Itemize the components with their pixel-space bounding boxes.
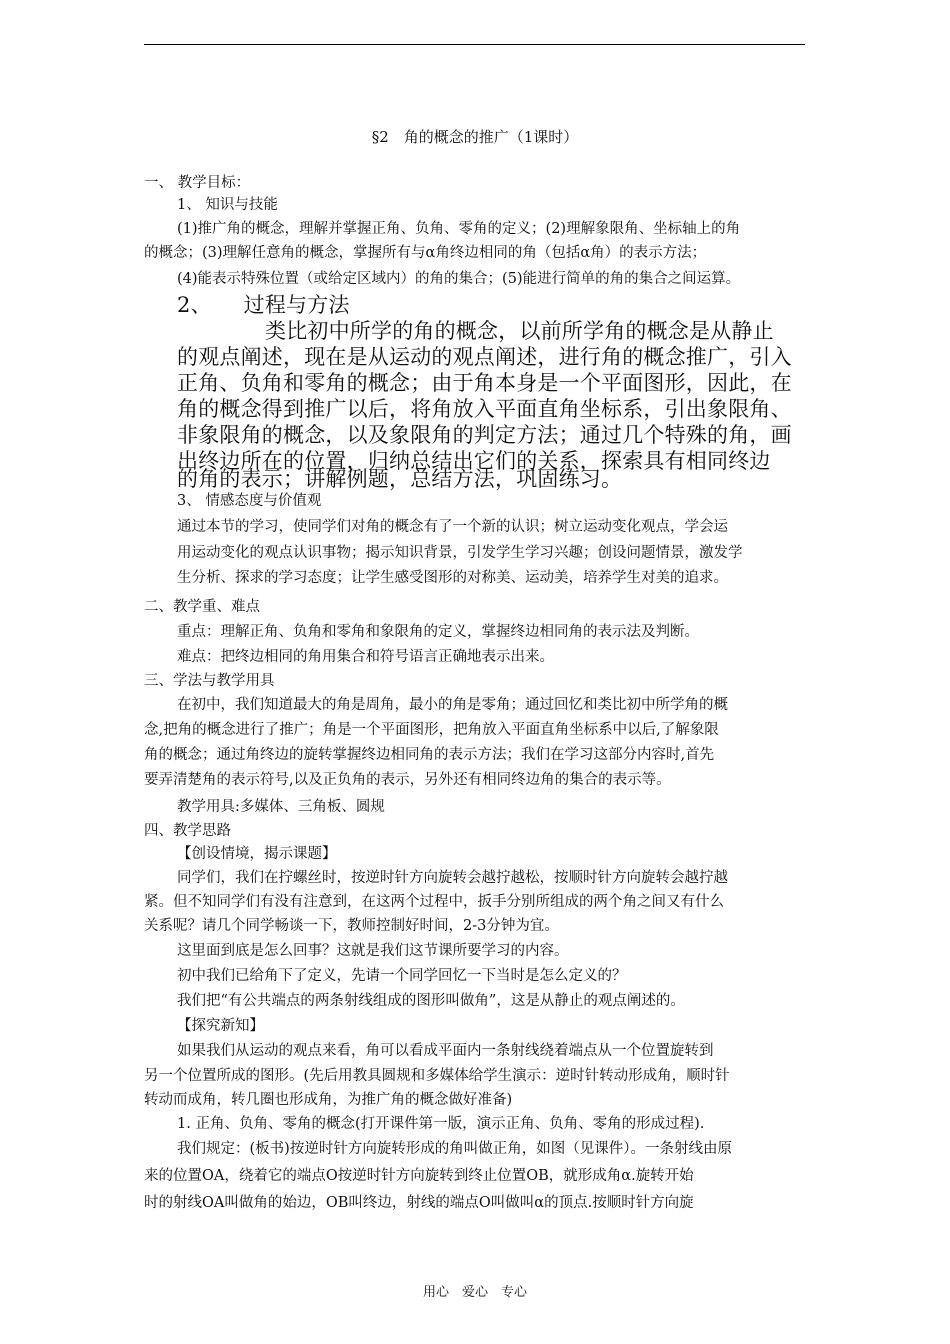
paragraph-line: 生分析、探求的学习态度；让学生感受图形的对称美、运动美，培养学生对美的追求。: [177, 570, 728, 586]
bracket-heading-explore: 【探究新知】: [177, 1018, 264, 1034]
subheading-process: 2、 过程与方法: [177, 293, 350, 317]
paragraph-line-large: 的角的表示；讲解例题，总结方法，巩固练习。: [177, 467, 623, 491]
paragraph-line-large: 非象限角的概念，以及象限角的判定方法；通过几个特殊的角，画: [177, 423, 792, 447]
paragraph-line-large: 出终边所在的位置，归纳总结出它们的关系，探索具有相同终边: [177, 449, 771, 473]
subheading-knowledge: 1、 知识与技能: [177, 197, 278, 213]
paragraph-line: (4)能表示特殊位置（或给定区域内）的角的集合；(5)能进行简单的角的集合之间运算。: [177, 271, 741, 287]
section-heading-goals: 一、 教学目标：: [144, 175, 251, 191]
paragraph-line-large: 正角、负角和零角的概念；由于角本身是一个平面图形，因此，在: [177, 371, 792, 395]
subheading-attitude: 3、 情感态度与价值观: [177, 493, 322, 509]
tools-line: 教学用具:多媒体、三角板、圆规: [177, 799, 385, 815]
paragraph-line: 来的位置OA，绕着它的端点O按逆时针方向旋转到终止位置OB，就形成角α.旋转开始: [144, 1168, 694, 1184]
paragraph-line: (1)推广角的概念，理解并掌握正角、负角、零角的定义；(2)理解象限角、坐标轴上的角: [177, 221, 741, 237]
paragraph-line: 要弄清楚角的表示符号,以及正负角的表示，另外还有相同终边角的集合的表示等。: [144, 772, 671, 788]
paragraph-line-large: 角的概念得到推广以后，将角放入平面直角坐标系，引出象限角、: [177, 397, 792, 421]
paragraph-line: 如果我们从运动的观点来看，角可以看成平面内一条射线绕着端点从一个位置旋转到: [177, 1043, 714, 1059]
paragraph-line: 我们把“有公共端点的两条射线组成的图形叫做角”，这是从静止的观点阐述的。: [177, 993, 685, 1009]
paragraph-line-large: 的观点阐述，现在是从运动的观点阐述，进行角的概念推广，引入: [177, 345, 792, 369]
key-point-line: 重点：理解正角、负角和零角和象限角的定义，掌握终边相同角的表示法及判断。: [177, 624, 699, 640]
bracket-heading-situation: 【创设情境，揭示课题】: [177, 846, 337, 862]
section-heading-key-points: 二、教学重、难点: [144, 599, 260, 615]
paragraph-line-large: 类比初中所学的角的概念，以前所学角的概念是从静止: [265, 319, 774, 343]
paragraph-line: 时的射线OA叫做角的始边，OB叫终边，射线的端点O叫做叫α的顶点.按顺时针方向旋: [144, 1195, 694, 1211]
page-footer: 用心 爱心 专心: [422, 1285, 527, 1300]
paragraph-line: 同学们，我们在拧螺丝时，按逆时针方向旋转会越拧越松，按顺时针方向旋转会越拧越: [177, 870, 728, 886]
paragraph-line: 角的概念；通过角终边的旋转掌握终边相同角的表示方法；我们在学习这部分内容时,首先: [144, 747, 715, 763]
paragraph-line: 这里面到底是怎么回事？这就是我们这节课所要学习的内容。: [177, 943, 569, 959]
paragraph-line: 念,把角的概念进行了推广；角是一个平面图形，把角放入平面直角坐标系中以后,了解象限: [144, 722, 719, 738]
paragraph-line: 紧。但不知同学们有没有注意到，在这两个过程中，扳手分别所组成的两个角之间又有什么: [144, 894, 724, 910]
header-rule: [144, 44, 805, 45]
paragraph-line: 1. 正角、负角、零角的概念(打开课件第一版，演示正角、负角、零角的形成过程).: [177, 1116, 705, 1132]
paragraph-line: 转动而成角，转几圈也形成角，为推广角的概念做好准备): [144, 1092, 513, 1108]
section-heading-methods: 三、学法与教学用具: [144, 673, 275, 689]
paragraph-line: 初中我们已给角下了定义，先请一个同学回忆一下当时是怎么定义的？: [177, 968, 627, 984]
paragraph-line: 用运动变化的观点认识事物；揭示知识背景，引发学生学习兴趣；创设问题情景，激发学: [177, 545, 743, 561]
paragraph-line: 在初中，我们知道最大的角是周角，最小的角是零角；通过回忆和类比初中所学角的概: [177, 697, 728, 713]
difficulty-line: 难点：把终边相同的角用集合和符号语言正确地表示出来。: [177, 649, 554, 665]
paragraph-line: 通过本节的学习，使同学们对角的概念有了一个新的认识；树立运动变化观点，学会运: [177, 519, 728, 535]
paragraph-line: 关系呢？请几个同学畅谈一下，教师控制好时间，2-3分钟为宜。: [144, 918, 559, 934]
paragraph-line: 的概念；(3)理解任意角的概念，掌握所有与α角终边相同的角（包括α角）的表示方法；: [144, 245, 707, 261]
page-title: §2 角的概念的推广（1课时）: [371, 128, 579, 146]
section-heading-teaching-ideas: 四、教学思路: [144, 823, 231, 839]
paragraph-line: 我们规定：(板书)按逆时针方向旋转形成的角叫做正角，如图（见课件）。一条射线由原: [177, 1141, 733, 1157]
paragraph-line: 另一个位置所成的图形。(先后用教具圆规和多媒体给学生演示：逆时针转动形成角，顺时针: [144, 1068, 730, 1084]
